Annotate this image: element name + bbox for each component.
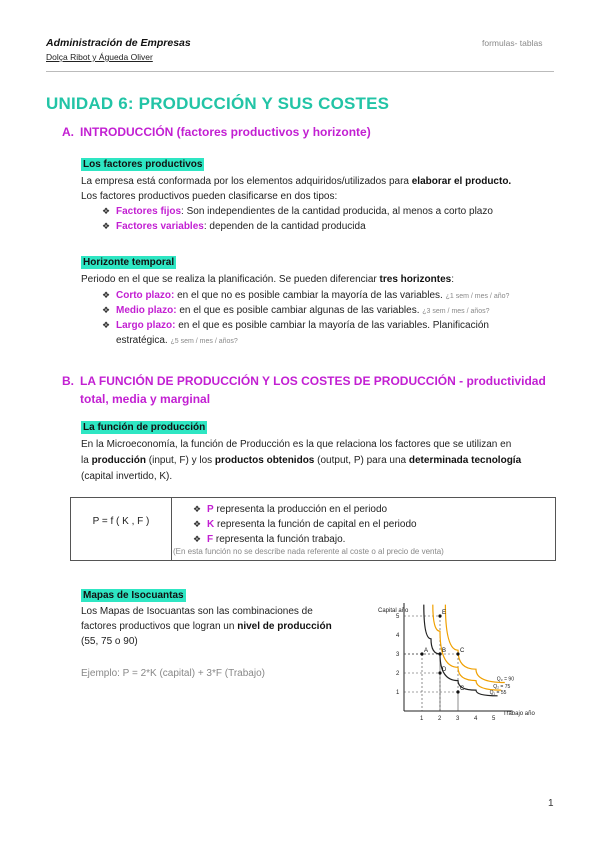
x-tick-label: 1 bbox=[420, 716, 424, 722]
y-tick-label: 2 bbox=[396, 671, 400, 677]
var-k-letter: K bbox=[207, 519, 215, 530]
diamond-bullet-icon: ❖ bbox=[102, 305, 111, 315]
formula-cell bbox=[71, 498, 172, 560]
x-tick-label: 5 bbox=[492, 716, 496, 722]
point-label: C bbox=[460, 648, 465, 654]
isocuantas-line-2a: factores productivos que logran un bbox=[81, 621, 238, 632]
horizonte-bold: tres horizontes bbox=[379, 274, 452, 285]
factores-fijos-text: : Son independientes de la cantidad producida, al menos a corto plazo bbox=[181, 206, 493, 217]
factores-heading-text: Los factores productivos bbox=[83, 159, 203, 170]
isocuantas-line-2b: nivel de producción bbox=[237, 621, 332, 632]
chart-xlabel: Trabajo año bbox=[503, 711, 535, 717]
medio-plazo-note: ¿3 sem / mes / años? bbox=[422, 308, 490, 315]
var-f-letter: F bbox=[207, 534, 214, 545]
funcion-l2-b: producción bbox=[91, 455, 147, 466]
largo-plazo-text-2: estratégica. bbox=[116, 335, 171, 346]
funcion-heading-text: La función de producción bbox=[83, 422, 206, 433]
doc-title: Administración de Empresas bbox=[46, 37, 191, 49]
isocuantas-line-1: Los Mapas de Isocuantas son las combinaciones de bbox=[81, 606, 313, 617]
chart-ylabel: Capital año bbox=[378, 608, 409, 614]
diamond-bullet-icon: ❖ bbox=[102, 206, 111, 216]
funcion-l2-f: determinada tecnología bbox=[408, 455, 522, 466]
doc-authors: Dolça Ribot y Águeda Oliver bbox=[46, 52, 153, 62]
page-number: 1 bbox=[548, 798, 554, 809]
section-a-title: INTRODUCCIÓN (factores productivos y horizonte) bbox=[80, 125, 371, 139]
section-b-title-2: total, media y marginal bbox=[80, 392, 211, 406]
corto-plazo-text: en el que no es posible cambiar la mayoría de las variables. bbox=[174, 290, 446, 301]
largo-plazo-continuation bbox=[116, 333, 556, 349]
isocuantas-heading-text: Mapas de Isocuantas bbox=[83, 590, 184, 601]
funcion-line-1: En la Microeconomía, la función de Producción es la que relaciona los factores que se utilizan en bbox=[81, 439, 512, 450]
funcion-paragraph bbox=[81, 437, 561, 485]
isoquant-label: Q₂ = 75 bbox=[493, 684, 511, 691]
horizonte-paragraph bbox=[81, 272, 561, 287]
funcion-l2-d: productos obtenidos bbox=[214, 455, 315, 466]
point-label: B bbox=[442, 648, 447, 654]
horizonte-colon: : bbox=[451, 274, 454, 285]
diamond-bullet-icon: ❖ bbox=[193, 519, 202, 529]
medio-plazo-text: en el que es posible cambiar algunas de las variables. bbox=[176, 305, 423, 316]
diamond-bullet-icon: ❖ bbox=[193, 534, 202, 544]
var-p-letter: P bbox=[207, 504, 214, 515]
section-b-letter: B. bbox=[62, 374, 74, 388]
horizonte-text: Periodo en el que se realiza la planificación. Se pueden diferenciar bbox=[81, 274, 380, 285]
x-tick-label: 4 bbox=[474, 716, 478, 722]
diamond-bullet-icon: ❖ bbox=[102, 221, 111, 231]
horizonte-heading-text: Horizonte temporal bbox=[83, 257, 175, 268]
factores-text-1: La empresa está conformada por los elementos adquiridos/utilizados para bbox=[81, 176, 412, 187]
isocuantas-line-3: (55, 75 o 90) bbox=[81, 636, 138, 647]
section-b-heading bbox=[62, 372, 557, 408]
isocuantas-example: Ejemplo: P = 2*K (capital) + 3*F (Trabajo) bbox=[81, 668, 265, 679]
x-tick-label: 3 bbox=[456, 716, 460, 722]
y-tick-label: 5 bbox=[396, 614, 400, 620]
point-label: E bbox=[442, 610, 447, 616]
diamond-bullet-icon: ❖ bbox=[102, 320, 111, 330]
header-divider bbox=[46, 71, 554, 72]
list-item bbox=[102, 219, 366, 234]
isoquant-curve bbox=[445, 605, 504, 683]
formula-table bbox=[70, 497, 556, 561]
diamond-bullet-icon: ❖ bbox=[193, 504, 202, 514]
list-item bbox=[102, 204, 493, 219]
funcion-l2-e: (output, P) para una bbox=[314, 455, 409, 466]
formula-text: P = f ( K , F ) bbox=[92, 516, 150, 527]
corto-plazo-term: Corto plazo: bbox=[116, 290, 175, 301]
funcion-l2-a: la bbox=[81, 455, 92, 466]
factores-text-2: Los factores productivos pueden clasificarse en dos tipos: bbox=[81, 191, 338, 202]
list-item bbox=[193, 532, 345, 547]
funcion-l2-c: (input, F) y los bbox=[146, 455, 215, 466]
point-label: D bbox=[442, 667, 447, 673]
factores-bold-1: elaborar el producto. bbox=[411, 176, 512, 187]
medio-plazo-term: Medio plazo: bbox=[116, 305, 177, 316]
section-a-letter: A. bbox=[62, 125, 74, 139]
diamond-bullet-icon: ❖ bbox=[102, 290, 111, 300]
list-item bbox=[102, 318, 562, 333]
unit-title: UNIDAD 6: PRODUCCIÓN Y SUS COSTES bbox=[46, 94, 390, 113]
var-p-text: representa la producción en el periodo bbox=[213, 504, 388, 515]
corto-plazo-note: ¿1 sem / mes / año? bbox=[445, 293, 510, 300]
list-item bbox=[193, 502, 387, 517]
factores-fijos-term: Factores fijos bbox=[116, 206, 182, 217]
isoquant-label: Q₃ = 90 bbox=[496, 676, 514, 683]
isocuantas-paragraph bbox=[81, 604, 371, 649]
y-tick-label: 1 bbox=[396, 690, 400, 696]
var-f-text: representa la función trabajo. bbox=[213, 534, 346, 545]
isocuantas-heading bbox=[81, 585, 186, 603]
y-tick-label: 4 bbox=[396, 633, 400, 639]
largo-plazo-text: en el que es posible cambiar la mayoría de las variables. Planificación bbox=[175, 320, 489, 331]
factores-variables-text: : dependen de la cantidad producida bbox=[203, 221, 366, 232]
largo-plazo-note: ¿5 sem / mes / años? bbox=[170, 338, 238, 345]
funcion-line-3: (capital invertido, K). bbox=[81, 471, 173, 482]
isoquant-label: Q₁ = 55 bbox=[489, 689, 507, 696]
section-b-title-1: LA FUNCIÓN DE PRODUCCIÓN Y LOS COSTES DE PRODUCCIÓN - productividad bbox=[80, 374, 546, 388]
point-label: C bbox=[460, 686, 465, 692]
doc-topic: formulas- tablas bbox=[482, 38, 543, 48]
horizonte-heading bbox=[81, 252, 176, 270]
section-a-heading bbox=[62, 125, 371, 139]
factores-variables-term: Factores variables bbox=[116, 221, 204, 232]
isoquant-chart bbox=[370, 603, 540, 725]
largo-plazo-term: Largo plazo: bbox=[116, 320, 176, 331]
factores-paragraph bbox=[81, 174, 561, 204]
list-item bbox=[102, 303, 562, 319]
list-item bbox=[102, 288, 562, 304]
funcion-heading bbox=[81, 417, 207, 435]
point-label: A bbox=[424, 648, 429, 654]
factores-heading bbox=[81, 154, 204, 172]
var-k-text: representa la función de capital en el periodo bbox=[214, 519, 417, 530]
x-tick-label: 2 bbox=[438, 716, 442, 722]
formula-note: (En esta función no se describe nada referente al coste o al precio de venta) bbox=[173, 547, 444, 556]
y-tick-label: 3 bbox=[396, 652, 400, 658]
list-item bbox=[193, 517, 417, 532]
